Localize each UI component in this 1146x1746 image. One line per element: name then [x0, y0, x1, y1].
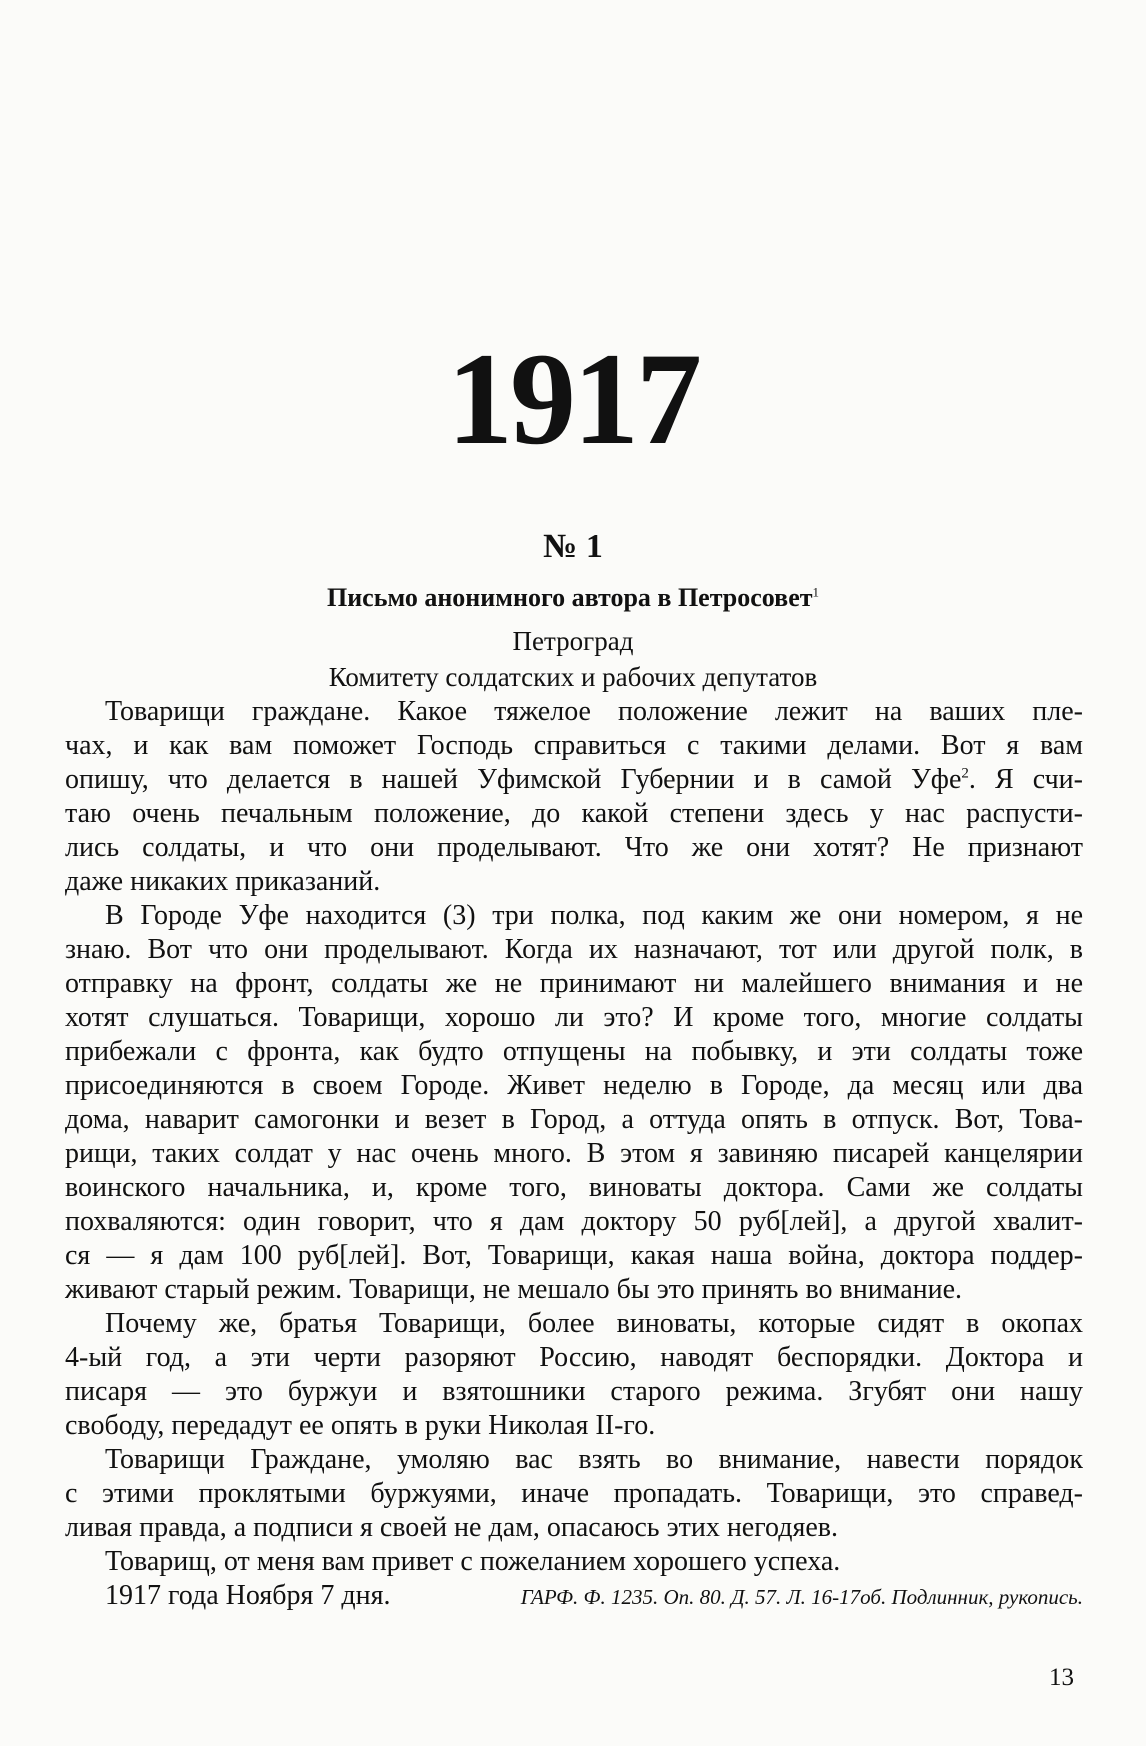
document-number: № 1 [543, 528, 603, 565]
text-line: Товарищи Граждане, умоляю вас взять во внимание, навести порядок [105, 1444, 1083, 1475]
closing-line: Товарищ, от меня вам привет с пожеланием хорошего успеха. [105, 1546, 841, 1577]
text-segment: опишу, что делается в нашей Уфимской Губернии и в самой Уфе [65, 764, 962, 795]
text-line: воинского начальника, и, кроме того, виноваты доктора. Сами же солдаты [65, 1172, 1083, 1203]
archive-source-reference: ГАРФ. Ф. 1235. Оп. 80. Д. 57. Л. 16-17об. Подлинник, рукопись. [520, 1585, 1083, 1609]
text-line: свободу, передадут ее опять в руки Николая II-го. [65, 1410, 656, 1441]
text-line: прибежали с фронта, как будто отпущены на побывку, и эти солдаты тоже [65, 1036, 1083, 1067]
text-line: с этими проклятыми буржуями, иначе пропадать. Товарищи, это справед- [65, 1478, 1083, 1509]
text-line: дома, наварит самогонки и везет в Город, а оттуда опять в отпуск. Вот, Това- [65, 1104, 1083, 1135]
text-line: писаря — это буржуи и взятошники старого режима. Згубят они нашу [65, 1376, 1083, 1407]
footnote-marker: 1 [812, 584, 820, 600]
text-line: рищи, таких солдат у нас очень много. В этом я завиняю писарей канцелярии [65, 1138, 1083, 1169]
text-line: похваляются: один говорит, что я дам доктору 50 руб[лей], а другой хвалит- [65, 1206, 1083, 1237]
document-title-text: Письмо анонимного автора в Петросовет [326, 583, 813, 612]
document-title [0, 585, 1146, 611]
text-line: таю очень печальным положение, до какой степени здесь у нас распусти- [65, 798, 1083, 829]
text-line: присоединяются в своем Городе. Живет неделю в Городе, да месяц или два [65, 1070, 1083, 1101]
text-line: знаю. Вот что они проделывают. Когда их назначают, тот или другой полк, в [65, 934, 1083, 965]
text-line [65, 763, 1083, 797]
text-line: лись солдаты, и что они проделывают. Что же они хотят? Не признают [65, 832, 1083, 863]
text-line: даже никаких приказаний. [65, 866, 381, 897]
text-segment: . Я счи- [968, 764, 1083, 795]
text-line: живают старый режим. Товарищи, не мешало бы это принять во внимание. [65, 1274, 963, 1305]
document-place: Петроград [512, 626, 634, 656]
document-addressee: Комитету солдатских и рабочих депутатов [328, 662, 818, 692]
footnote-marker: 2 [961, 765, 969, 782]
text-line: хотят слушаться. Товарищи, хорошо ли это? И кроме того, многие солдаты [65, 1002, 1083, 1033]
text-line: чах, и как вам поможет Господь справиться с такими делами. Вот я вам [65, 730, 1083, 761]
text-line: ливая правда, а подписи я своей не дам, опасаюсь этих негодяев. [65, 1512, 838, 1543]
year-heading: 1917 [447, 325, 699, 472]
text-line: Почему же, братья Товарищи, более виноваты, которые сидят в окопах [105, 1308, 1083, 1339]
page-number: 13 [1049, 1664, 1074, 1691]
letter-body [65, 695, 1083, 1613]
date-line: 1917 года Ноября 7 дня. [105, 1580, 391, 1611]
text-line: отправку на фронт, солдаты же не принимают ни малейшего внимания и не [65, 968, 1083, 999]
text-line: Товарищи граждане. Какое тяжелое положение лежит на ваших пле- [105, 696, 1083, 727]
text-line: 4-ый год, а эти черти разоряют Россию, наводят беспорядки. Доктора и [65, 1342, 1083, 1373]
text-line: В Городе Уфе находится (3) три полка, под каким же они номером, я не [105, 900, 1083, 931]
text-line: ся — я дам 100 руб[лей]. Вот, Товарищи, какая наша война, доктора поддер- [65, 1240, 1083, 1271]
